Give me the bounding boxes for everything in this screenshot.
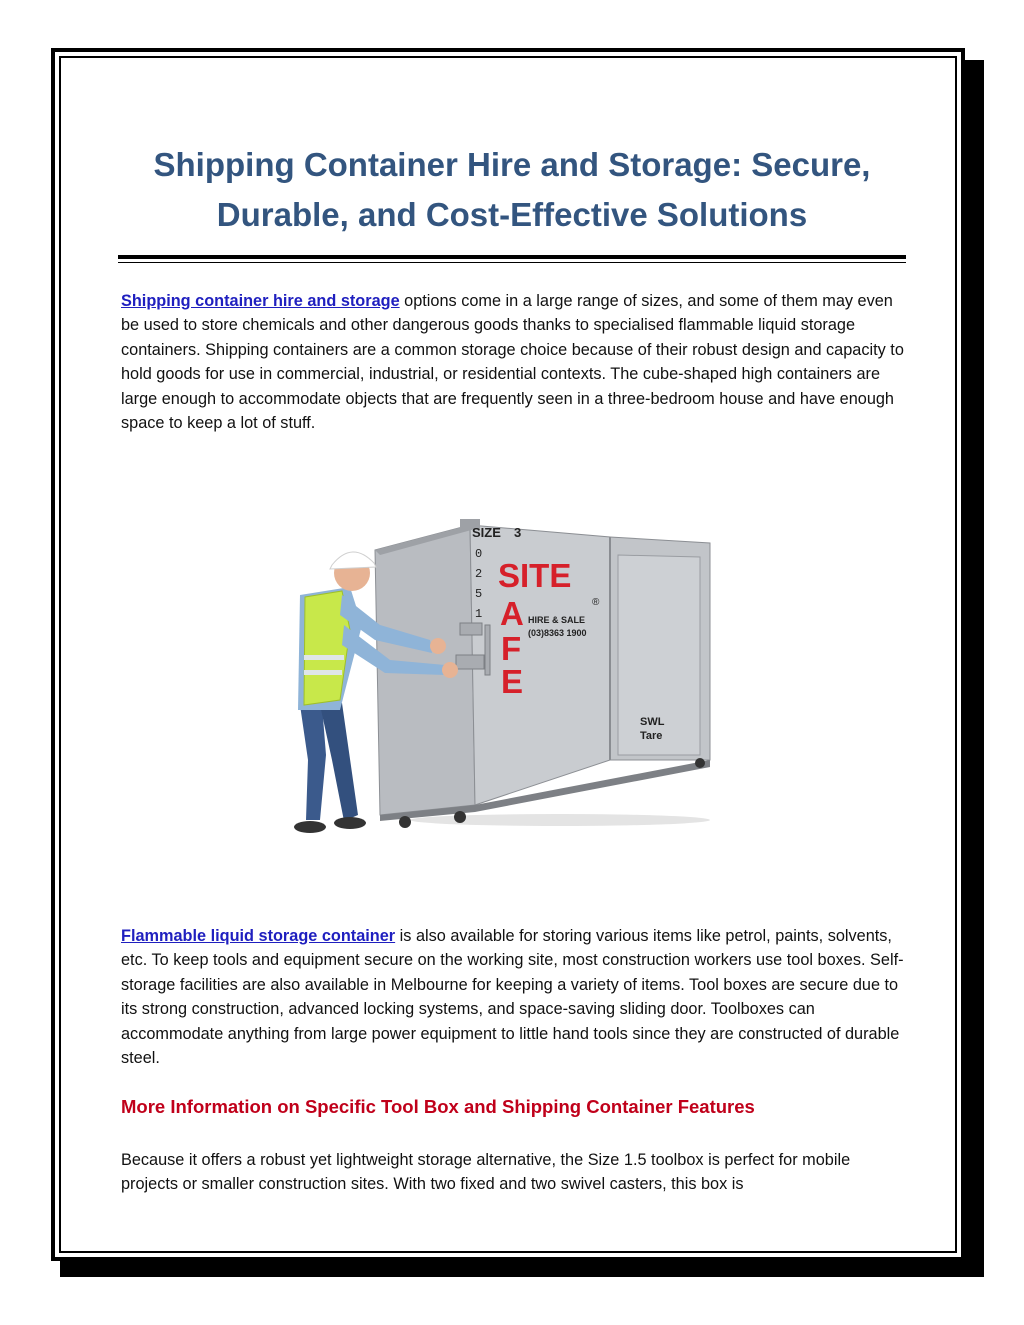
swl-label: SWL <box>640 716 665 728</box>
tare-label: Tare <box>640 730 663 742</box>
flammable-container-link[interactable]: Flammable liquid storage container <box>121 927 396 945</box>
size-label: SIZE <box>472 525 501 540</box>
id-digit-3: 5 <box>475 587 483 601</box>
container-hire-link[interactable]: Shipping container hire and storage <box>121 292 400 310</box>
toolbox-paragraph: Because it offers a robust yet lightweight storage alternative, the Size 1.5 toolbox is perfect for mobile projects or smaller construction sites. With two fixed and two swivel casters, this box is <box>121 1151 851 1194</box>
intro-paragraph <box>121 289 906 435</box>
brand-letter-f: F <box>501 630 522 667</box>
brand-letter-e: E <box>501 663 524 700</box>
page-title: Shipping Container Hire and Storage: Secure, Durable, and Cost-Effective Solutions <box>153 146 871 233</box>
title-rule-thick <box>118 255 906 259</box>
flammable-paragraph-text: is also available for storing various items like petrol, paints, solvents, etc. To keep tools and equipment secure on the working site, most construction workers use tool boxes. Self-storage facilities are also available in Melbourne for keeping a variety of items. Tool boxes are secure due to its strong construction, advanced locking systems, and space-saving sliding door. Toolboxes can accommodate anything from large power equipment to little hand tools since they are constructed of durable steel. <box>121 927 904 1068</box>
brand-site: SITE <box>498 557 572 594</box>
id-digit-4: 1 <box>475 607 483 621</box>
registered-mark: ® <box>592 597 600 608</box>
hire-sale-label: HIRE & SALE <box>528 615 586 625</box>
features-subheading: More Information on Specific Tool Box and Shipping Container Features <box>121 1096 755 1117</box>
title-rule-thin <box>118 262 906 263</box>
flammable-paragraph <box>121 924 906 1070</box>
brand-letter-a: A <box>500 595 524 632</box>
size-number: 3 <box>514 525 522 540</box>
id-digit-2: 2 <box>475 567 483 581</box>
worker-pushing-toolbox-photo <box>280 515 720 845</box>
phone-label: (03)8363 1900 <box>528 628 587 638</box>
id-digit-1: 0 <box>475 547 483 561</box>
intro-paragraph-text: options come in a large range of sizes, and some of them may even be used to store chemicals and other dangerous goods thanks to specialised flammable liquid storage containers. Shipping containers are a common storage choice because of their robust design and capacity to hold goods for use in commercial, industrial, or residential contexts. The cube-shaped high containers are large enough to accommodate objects that are frequently seen in a three-bedroom house and have enough space to keep a lot of stuff. <box>121 292 904 433</box>
